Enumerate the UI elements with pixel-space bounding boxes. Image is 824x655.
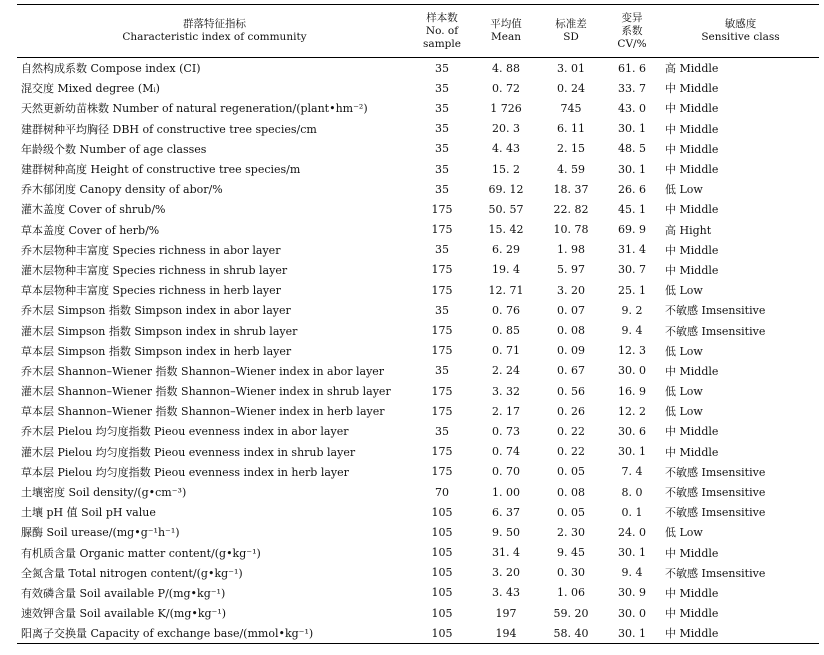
cell-sample-count: 35 [435,81,449,95]
header-sd-cn: 标准差 [555,18,587,30]
cell-sd: 9. 45 [557,546,585,560]
cell-sd: 58. 40 [553,626,589,640]
cell-mean: 6. 37 [492,505,520,519]
cell-sd: 0. 08 [557,324,585,338]
cell-sample-count: 175 [431,384,453,398]
cell-sd: 5. 97 [557,263,585,277]
cell-sensitivity: 中 Middle [665,586,719,600]
cell-sd: 0. 26 [557,404,585,418]
cell-sd: 2. 15 [557,142,585,156]
cell-mean: 69. 12 [488,182,524,196]
cell-sensitivity: 中 Middle [665,203,719,217]
cell-cv: 43. 0 [618,101,646,115]
cell-cv: 30. 9 [618,586,646,600]
cell-cv: 0. 1 [621,505,643,519]
cell-sd: 0. 09 [557,344,585,358]
cell-sensitivity: 高 Middle [665,62,719,76]
table-row [17,260,819,280]
cell-cv: 9. 4 [621,566,643,580]
cell-sensitivity: 中 Middle [665,364,719,378]
cell-index-name: 乔木层 Simpson 指数 Simpson index in abor layer [21,304,291,318]
cell-mean: 4. 88 [492,61,520,75]
table-header [17,5,819,58]
cell-sensitivity: 不敏感 Imsensitive [665,566,766,580]
cell-index-name: 有机质含量 Organic matter content/(g•kg⁻¹) [21,546,261,560]
table-row [17,381,819,401]
cell-sensitivity: 中 Middle [665,627,719,641]
cell-mean: 3. 32 [492,384,520,398]
cell-sensitivity: 中 Middle [665,607,719,621]
cell-sd: 0. 56 [557,384,585,398]
cell-sample-count: 175 [431,445,453,459]
table-row [17,623,819,644]
cell-mean: 15. 2 [492,162,520,176]
cell-cv: 33. 7 [618,81,646,95]
cell-sd: 22. 82 [553,202,589,216]
cell-sensitivity: 不敏感 Imsensitive [665,324,766,338]
cell-sample-count: 35 [435,364,449,378]
table-row [17,199,819,219]
table-body [17,58,819,644]
cell-index-name: 速效钾含量 Soil available K/(mg•kg⁻¹) [21,607,227,621]
table-row [17,482,819,502]
cell-sample-count: 175 [431,223,453,237]
cell-mean: 12. 71 [488,283,524,297]
cell-index-name: 草本盖度 Cover of herb/% [21,223,160,237]
cell-sensitivity: 不敏感 Imsensitive [665,486,766,500]
cell-sample-count: 105 [431,586,453,600]
cell-sample-count: 105 [431,505,453,519]
cell-sample-count: 105 [431,606,453,620]
cell-sample-count: 175 [431,324,453,338]
table-row [17,98,819,118]
cell-sensitivity: 中 Middle [665,122,719,136]
cell-sd: 1. 06 [557,586,585,600]
cell-sample-count: 175 [431,344,453,358]
cell-sample-count: 105 [431,626,453,640]
cell-cv: 48. 5 [618,142,646,156]
cell-sensitivity: 中 Middle [665,102,719,116]
cell-sd: 745 [560,101,582,115]
header-cv-l3: CV/% [617,37,647,50]
cell-sample-count: 35 [435,61,449,75]
cell-mean: 197 [495,606,517,620]
cell-sensitivity: 低 Low [665,385,703,399]
table-row [17,502,819,522]
cell-cv: 30. 0 [618,364,646,378]
table-row [17,583,819,603]
table-row [17,58,819,79]
cell-sd: 6. 11 [557,122,585,136]
cell-sensitivity: 低 Low [665,183,703,197]
table-row [17,179,819,199]
cell-index-name: 乔木层 Shannon–Wiener 指数 Shannon–Wiener index in abor layer [21,364,385,378]
cell-sample-count: 105 [431,566,453,580]
cell-index-name: 灌木层 Shannon–Wiener 指数 Shannon–Wiener index in shrub layer [21,385,391,399]
table-row [17,543,819,563]
cell-cv: 9. 4 [621,324,643,338]
cell-cv: 12. 3 [618,344,646,358]
cell-cv: 8. 0 [621,485,643,499]
header-row [17,5,819,58]
table-row [17,341,819,361]
cell-cv: 9. 2 [621,303,643,317]
table-row [17,603,819,623]
cell-mean: 0. 74 [492,445,520,459]
header-sample-l3: sample [423,37,461,50]
cell-sensitivity: 中 Middle [665,425,719,439]
cell-cv: 30. 1 [618,162,646,176]
cell-mean: 2. 24 [492,364,520,378]
cell-cv: 69. 9 [618,223,646,237]
cell-cv: 30. 1 [618,546,646,560]
cell-sample-count: 35 [435,182,449,196]
cell-sd: 2. 30 [557,525,585,539]
cell-mean: 20. 3 [492,122,520,136]
cell-mean: 6. 29 [492,243,520,257]
cell-index-name: 灌木层 Simpson 指数 Simpson index in shrub layer [21,324,298,338]
cell-sample-count: 70 [435,485,449,499]
cell-index-name: 年龄级个数 Number of age classes [21,142,207,156]
header-sd-en: SD [563,31,579,43]
cell-sensitivity: 中 Middle [665,243,719,257]
cell-sample-count: 35 [435,122,449,136]
cell-mean: 15. 42 [488,223,524,237]
cell-cv: 7. 4 [621,465,643,479]
cell-sample-count: 175 [431,202,453,216]
cell-cv: 26. 6 [618,182,646,196]
cell-index-name: 阳离子交换量 Capacity of exchange base/(mmol•kg⁻¹) [21,627,314,641]
cell-index-name: 灌木盖度 Cover of shrub/% [21,203,166,217]
table-row [17,522,819,542]
cell-sample-count: 175 [431,465,453,479]
cell-cv: 30. 7 [618,263,646,277]
cell-sd: 0. 30 [557,566,585,580]
table-row [17,220,819,240]
cell-cv: 30. 6 [618,424,646,438]
cell-sensitivity: 低 Low [665,405,703,419]
table-row [17,462,819,482]
cell-sample-count: 105 [431,525,453,539]
header-sensitivity-en: Sensitive class [701,31,780,43]
table-row [17,78,819,98]
cell-index-name: 自然构成系数 Compose index (CI) [21,62,201,76]
cell-cv: 30. 1 [618,122,646,136]
header-sensitivity-cn: 敏感度 [724,18,757,30]
table-container [17,4,819,644]
table-row [17,421,819,441]
cell-sd: 0. 08 [557,485,585,499]
cell-cv: 30. 1 [618,445,646,459]
cell-mean: 50. 57 [488,202,524,216]
header-mean-en: Mean [491,31,521,43]
cell-cv: 31. 4 [618,243,646,257]
cell-sample-count: 35 [435,142,449,156]
cell-sd: 0. 07 [557,303,585,317]
cell-index-name: 土壤密度 Soil density/(g•cm⁻³) [21,486,187,500]
cell-mean: 4. 43 [492,142,520,156]
header-mean [472,5,540,58]
cell-mean: 194 [495,626,517,640]
cell-sd: 0. 05 [557,505,585,519]
cell-cv: 12. 2 [618,404,646,418]
cell-mean: 0. 72 [492,81,520,95]
cell-sample-count: 35 [435,101,449,115]
cell-mean: 2. 17 [492,404,520,418]
cell-index-name: 土壤 pH 值 Soil pH value [21,506,156,520]
cell-index-name: 建群树种平均胸径 DBH of constructive tree species/cm [21,122,317,136]
cell-sensitivity: 中 Middle [665,263,719,277]
cell-sd: 0. 24 [557,81,585,95]
header-index-en: Characteristic index of community [122,31,307,43]
header-sample-l2: No. of [425,24,459,37]
table-row [17,300,819,320]
cell-mean: 0. 73 [492,424,520,438]
cell-sd: 59. 20 [553,606,589,620]
header-sensitivity [662,5,819,58]
cell-mean: 19. 4 [492,263,520,277]
table-row [17,442,819,462]
cell-cv: 25. 1 [618,283,646,297]
community-index-table [17,4,819,644]
cell-sample-count: 35 [435,424,449,438]
cell-cv: 30. 1 [618,626,646,640]
table-row [17,139,819,159]
cell-sample-count: 175 [431,283,453,297]
cell-index-name: 草本层 Shannon–Wiener 指数 Shannon–Wiener index in herb layer [21,405,385,419]
cell-mean: 1 726 [490,101,522,115]
cell-mean: 0. 71 [492,344,520,358]
cell-sample-count: 175 [431,263,453,277]
cell-sd: 0. 67 [557,364,585,378]
cell-index-name: 草本层 Pielou 均匀度指数 Pieou evenness index in herb layer [21,465,349,479]
cell-sd: 0. 22 [557,424,585,438]
cell-index-name: 灌木层物种丰富度 Species richness in shrub layer [21,263,288,277]
header-index-cn: 群落特征指标 [183,18,246,30]
cell-sample-count: 105 [431,546,453,560]
cell-mean: 1. 00 [492,485,520,499]
cell-index-name: 混交度 Mixed degree (Mᵢ) [21,82,160,96]
table-row [17,119,819,139]
cell-sample-count: 175 [431,404,453,418]
table-row [17,240,819,260]
cell-cv: 45. 1 [618,202,646,216]
table-row [17,401,819,421]
cell-sd: 10. 78 [553,223,589,237]
cell-sample-count: 35 [435,162,449,176]
cell-mean: 0. 85 [492,324,520,338]
cell-sd: 4. 59 [557,162,585,176]
table-row [17,280,819,300]
cell-sensitivity: 中 Middle [665,142,719,156]
cell-index-name: 建群树种高度 Height of constructive tree species/m [21,163,301,177]
cell-sensitivity: 中 Middle [665,163,719,177]
cell-index-name: 乔木层 Pielou 均匀度指数 Pieou evenness index in abor layer [21,425,349,439]
table-row [17,320,819,340]
cell-sensitivity: 中 Middle [665,445,719,459]
cell-mean: 0. 76 [492,303,520,317]
cell-cv: 24. 0 [618,525,646,539]
cell-mean: 0. 70 [492,465,520,479]
cell-index-name: 天然更新幼苗株数 Number of natural regeneration/(plant•hm⁻²) [21,102,368,116]
cell-index-name: 乔木层物种丰富度 Species richness in abor layer [21,243,281,257]
cell-index-name: 全氮含量 Total nitrogen content/(g•kg⁻¹) [21,566,243,580]
cell-index-name: 乔木郁闭度 Canopy density of abor/% [21,183,223,197]
cell-cv: 61. 6 [618,61,646,75]
cell-cv: 16. 9 [618,384,646,398]
cell-sensitivity: 高 Hight [665,223,712,237]
cell-sensitivity: 中 Middle [665,546,719,560]
table-row [17,563,819,583]
cell-sensitivity: 低 Low [665,526,703,540]
cell-sensitivity: 不敏感 Imsensitive [665,465,766,479]
header-sample-l1: 样本数 [426,11,458,24]
cell-mean: 3. 20 [492,566,520,580]
cell-sd: 0. 22 [557,445,585,459]
table-row [17,159,819,179]
cell-sample-count: 35 [435,303,449,317]
cell-sample-count: 35 [435,243,449,257]
cell-index-name: 脲酶 Soil urease/(mg•g⁻¹h⁻¹) [21,526,180,540]
cell-index-name: 有效磷含量 Soil available P/(mg•kg⁻¹) [21,586,226,600]
cell-sensitivity: 中 Middle [665,82,719,96]
cell-mean: 3. 43 [492,586,520,600]
cell-sensitivity: 不敏感 Imsensitive [665,506,766,520]
cell-sd: 18. 37 [553,182,589,196]
header-sample [412,5,472,58]
header-index [17,5,412,58]
header-sd [540,5,602,58]
cell-sensitivity: 低 Low [665,344,703,358]
cell-index-name: 灌木层 Pielou 均匀度指数 Pieou evenness index in shrub layer [21,445,356,459]
cell-index-name: 草本层 Simpson 指数 Simpson index in herb layer [21,344,292,358]
cell-sd: 1. 98 [557,243,585,257]
cell-mean: 31. 4 [492,546,520,560]
header-cv [602,5,662,58]
cell-sd: 0. 05 [557,465,585,479]
cell-mean: 9. 50 [492,525,520,539]
header-cv-l1: 变异 [621,11,643,24]
header-mean-cn: 平均值 [490,18,522,30]
table-row [17,361,819,381]
cell-index-name: 草本层物种丰富度 Species richness in herb layer [21,284,281,298]
cell-sd: 3. 01 [557,61,585,75]
cell-sensitivity: 不敏感 Imsensitive [665,304,766,318]
header-cv-l2: 系数 [621,24,643,37]
cell-sd: 3. 20 [557,283,585,297]
cell-cv: 30. 0 [618,606,646,620]
cell-sensitivity: 低 Low [665,284,703,298]
